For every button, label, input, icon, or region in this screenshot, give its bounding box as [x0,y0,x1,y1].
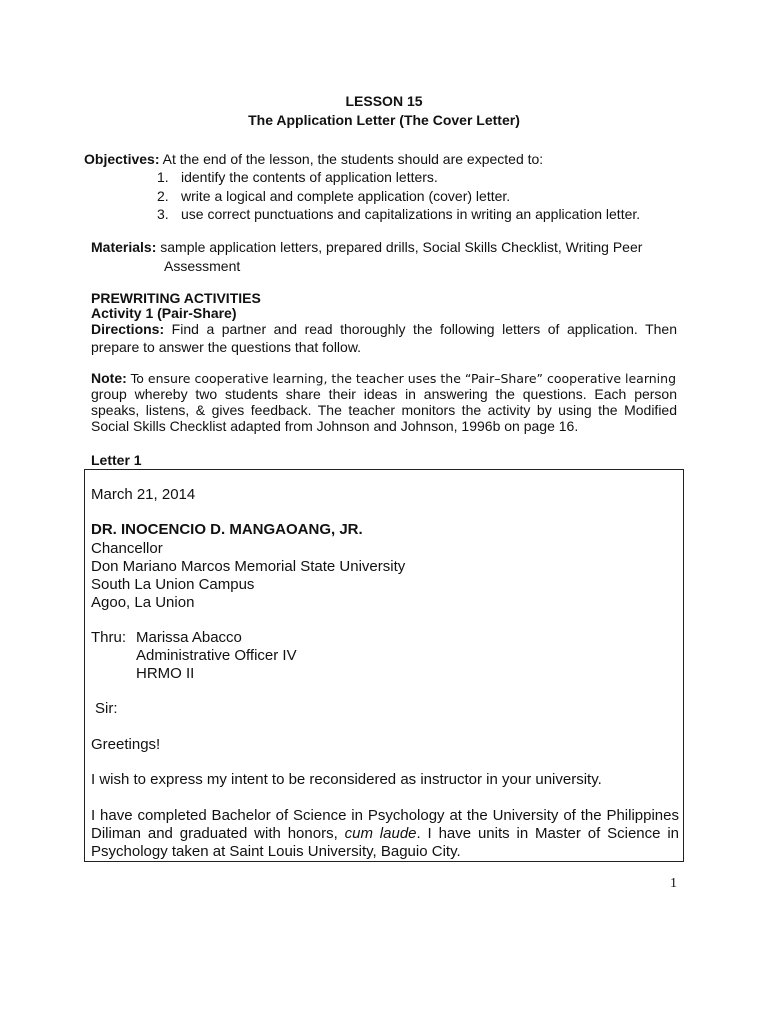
directions-text: Find a partner and read thoroughly the following letters of application. Then prepare to answer the questions that follow. [91,321,677,355]
objective-item [157,205,640,223]
prewriting-heading: PREWRITING ACTIVITIES [91,290,261,306]
letter-address-line: Agoo, La Union [91,594,195,611]
letter-thru-label: Thru: [91,629,127,646]
materials-line [91,238,642,256]
letter-thru-line: HRMO II [136,665,195,682]
letter-address-line: Chancellor [91,540,163,557]
directions-label: Directions: [91,321,165,337]
letter-address-line: Don Mariano Marcos Memorial State University [91,558,406,575]
letter-greeting: Greetings! [91,736,161,753]
objectives-intro-text: At the end of the lesson, the students should are expected to: [159,151,544,167]
objective-text: write a logical and complete application (cover) letter. [181,188,511,204]
letter-paragraph-text: . I have units in Master of Science in Psychology taken at Saint Louis University, Baguio City. [91,825,680,860]
letter-paragraph [91,807,679,861]
note-lead-text: To ensure cooperative learning, the teacher uses the “Pair–Share” cooperative learning [126,371,676,386]
note-paragraph: group whereby two students share their ideas in answering the questions. Each person speaks, listens, & gives feedback. The teacher monitors the activity by using the Modified Social Skills Checklist adapted from Johnson and Johnson, 1996b on page 16. [91,386,677,434]
objective-text: identify the contents of application letters. [181,169,438,185]
lesson-number: LESSON 15 [345,93,423,109]
page-number: 1 [670,876,677,891]
note-label: Note: [91,370,127,386]
objective-item [157,187,510,205]
letter-paragraph: I wish to express my intent to be reconsidered as instructor in your university. [91,771,602,788]
objectives-label: Objectives: [84,151,160,167]
materials-continuation: Assessment [164,258,241,274]
letter-address-line: South La Union Campus [91,576,255,593]
materials-text: sample application letters, prepared drills, Social Skills Checklist, Writing Peer [156,239,643,255]
letter-paragraph-text: I have completed Bachelor of Science in Psychology at the University of the Philippines Diliman and graduated with honors, [91,807,679,842]
letter-label: Letter 1 [91,452,142,468]
objective-number: 3. [157,206,169,222]
letter-date: March 21, 2014 [91,486,196,503]
letter-emphasis: cum laude [344,825,417,842]
objective-number: 1. [157,169,169,185]
objective-number: 2. [157,188,169,204]
letter-box [84,469,684,862]
objective-text: use correct punctuations and capitalizations in writing an application letter. [181,206,641,222]
objective-item [157,168,438,186]
directions-paragraph [91,320,677,356]
objectives-intro [84,150,543,168]
letter-recipient: DR. INOCENCIO D. MANGAOANG, JR. [91,521,363,538]
letter-thru-line: Administrative Officer IV [136,647,297,664]
lesson-title: The Application Letter (The Cover Letter) [248,112,520,128]
letter-thru-line: Marissa Abacco [136,629,242,646]
activity-heading: Activity 1 (Pair-Share) [91,305,237,321]
letter-salutation: Sir: [95,700,118,717]
materials-label: Materials: [91,239,157,255]
